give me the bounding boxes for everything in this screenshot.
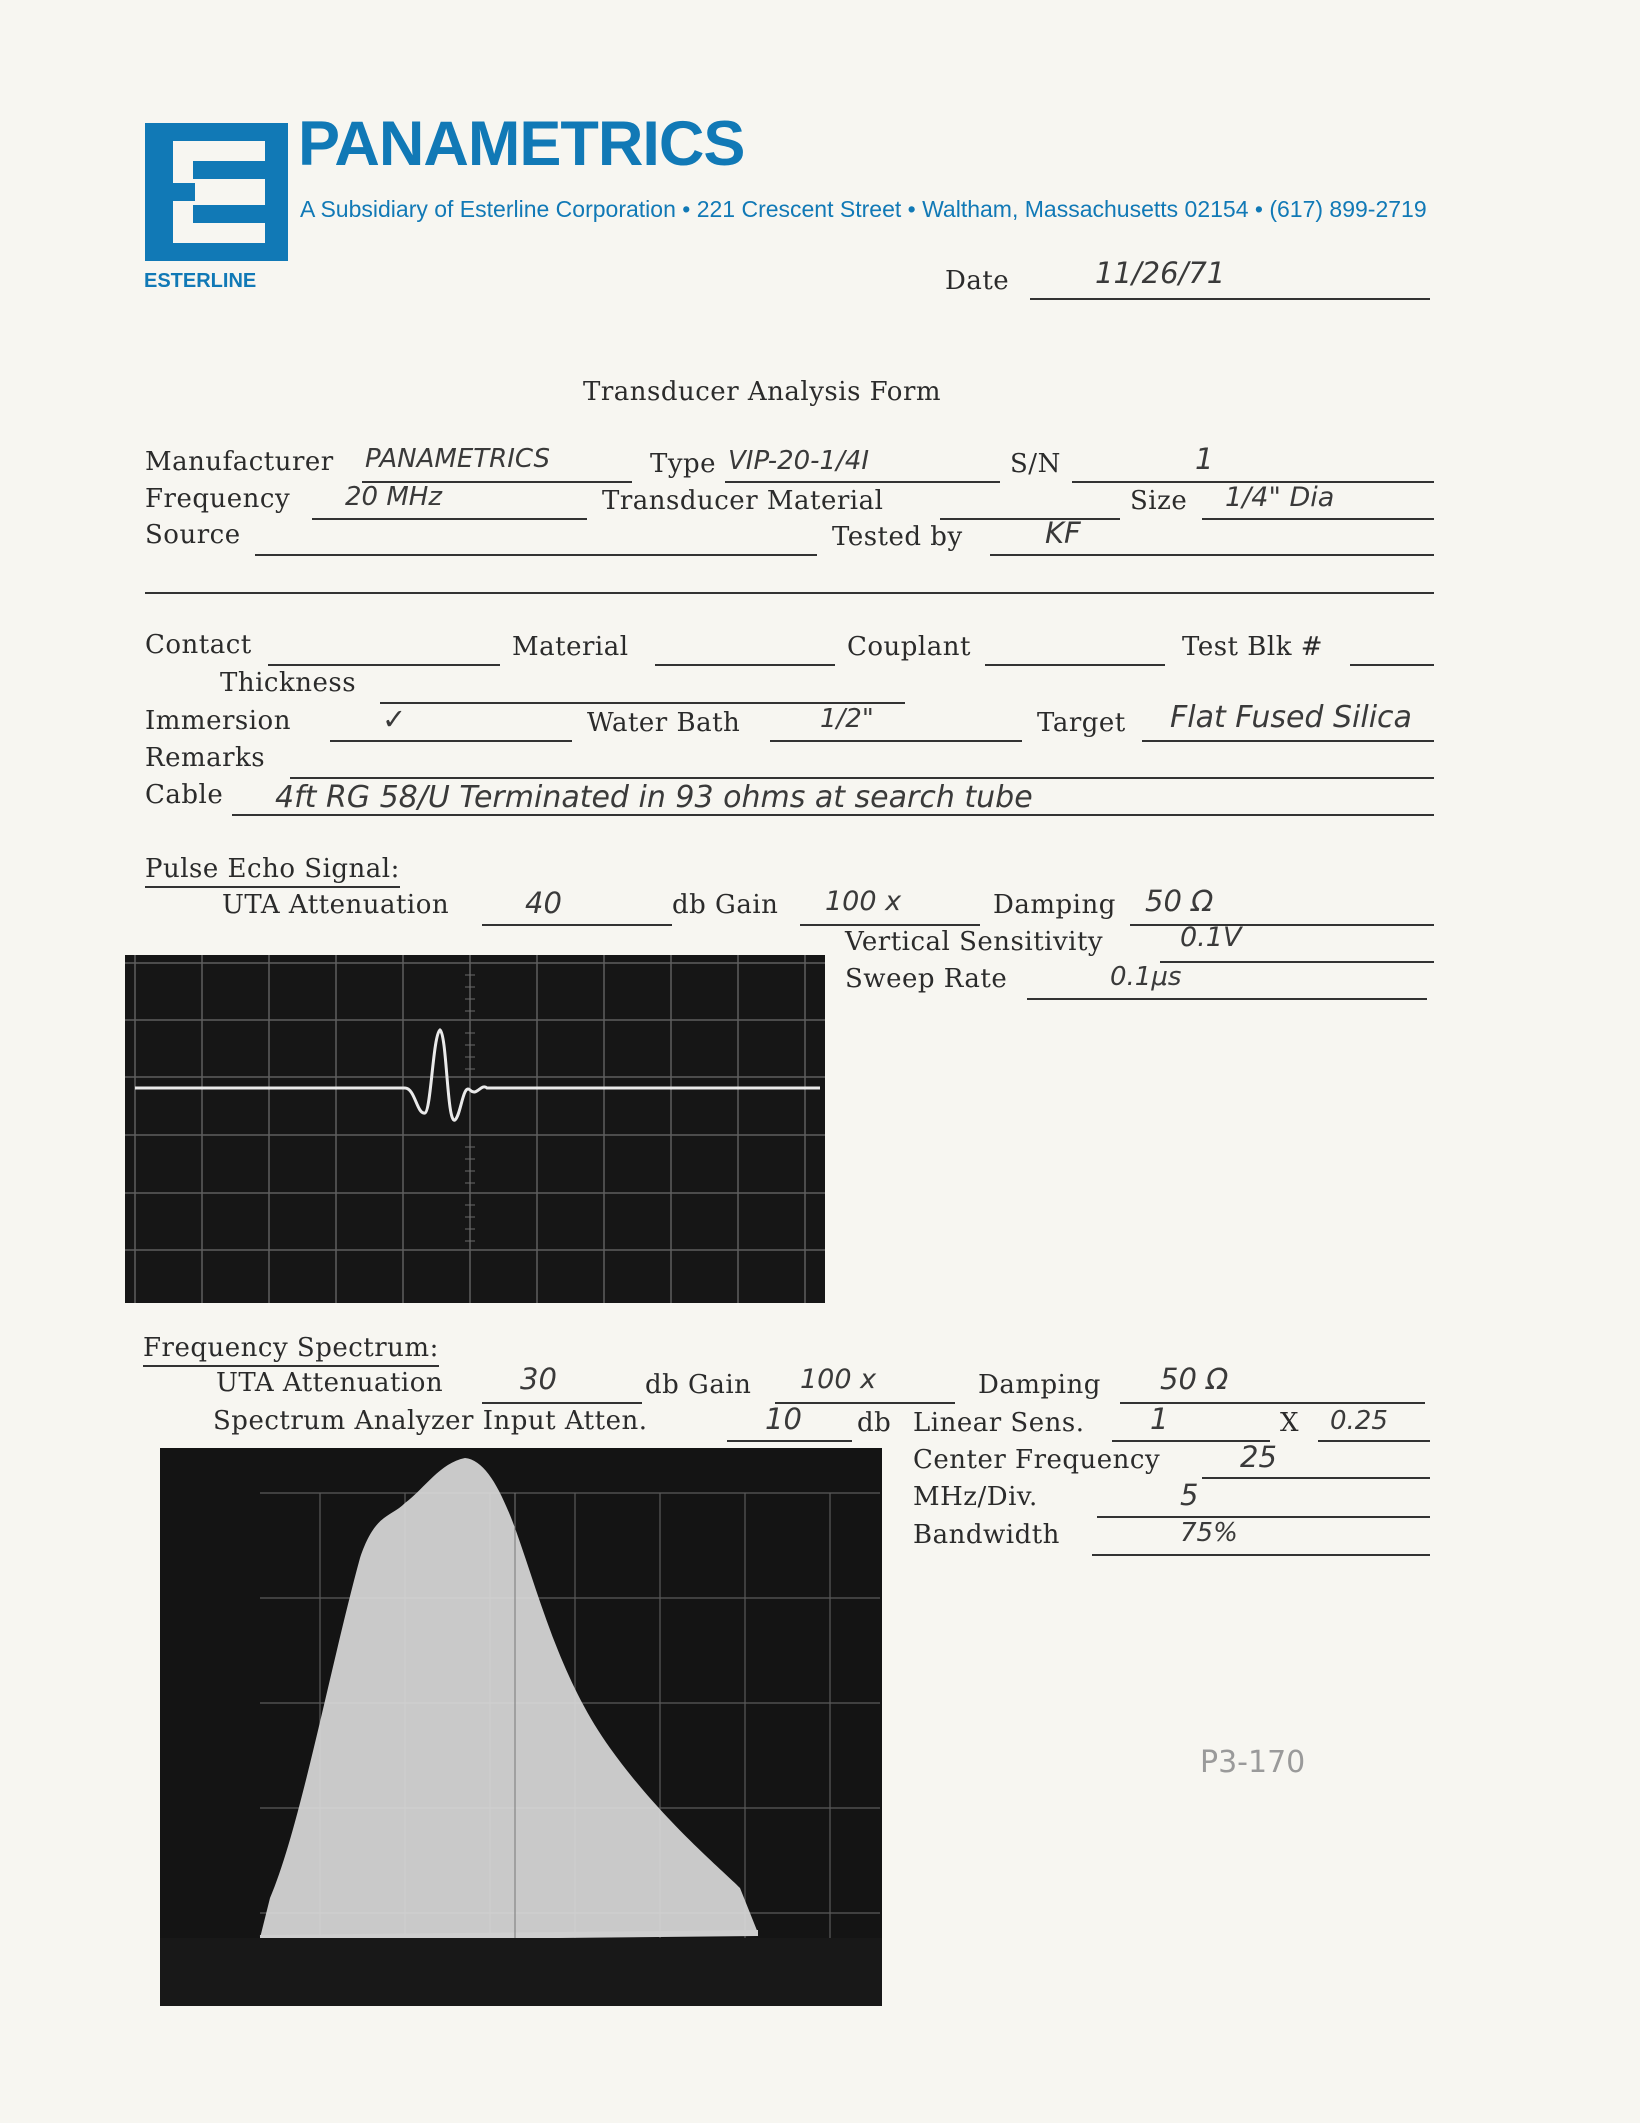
input-atten-label: Spectrum Analyzer Input Atten. [213,1406,648,1436]
immersion-line [330,740,572,742]
water-bath-label: Water Bath [587,708,741,738]
target-label: Target [1037,708,1126,738]
remarks-label: Remarks [145,743,266,773]
immersion-label: Immersion [145,706,291,736]
fs-gain-label: db Gain [645,1370,752,1400]
tested-by-label: Tested by [832,522,963,552]
size-label: Size [1130,486,1188,516]
pe-damping-line [1130,924,1434,926]
water-bath-line [770,740,1022,742]
cable-label: Cable [145,780,224,810]
logo-wordmark: ESTERLINE [144,270,257,292]
center-frequency-label: Center Frequency [913,1445,1161,1475]
pe-uta-label: UTA Attenuation [222,890,450,920]
input-atten-line [727,1440,852,1442]
bandwidth-value: 75% [1180,1518,1238,1548]
pe-gain-line [800,924,980,926]
target-line [1142,740,1434,742]
vertical-sensitivity-label: Vertical Sensitivity [845,927,1104,957]
spectrum-graticule [160,1448,882,2006]
pe-uta-line [482,924,672,926]
cable-value: 4ft RG 58/U Terminated in 93 ohms at search tube [275,780,1033,815]
mhz-div-line [1097,1516,1430,1518]
x-value: 0.25 [1330,1406,1388,1436]
size-value: 1/4" Dia [1225,482,1335,513]
couplant-line [985,664,1165,666]
thickness-label: Thickness [220,668,357,698]
date-line [1030,298,1430,300]
contact-label: Contact [145,630,252,660]
center-frequency-line [1202,1477,1430,1479]
input-atten-value: 10 [765,1402,802,1436]
blank-line [145,592,1434,594]
size-line [1202,518,1434,520]
tested-by-value: KF [1045,516,1081,550]
frequency-label: Frequency [145,484,291,514]
sn-label: S/N [1010,449,1061,479]
date-value: 11/26/71 [1095,256,1226,290]
pulse-echo-heading: Pulse Echo Signal: [145,854,400,888]
pe-damping-value: 50 Ω [1145,884,1214,918]
bandwidth-label: Bandwidth [913,1520,1060,1550]
center-frequency-value: 25 [1240,1440,1277,1474]
pulse-echo-oscillogram [125,955,825,1303]
pulse-echo-graticule [125,955,825,1303]
fs-gain-value: 100 x [800,1364,877,1395]
material-line [655,664,835,666]
esterline-logo [145,123,288,261]
db-label: db [857,1408,892,1438]
fs-damping-label: Damping [978,1370,1101,1400]
vertical-sensitivity-value: 0.1V [1180,922,1242,953]
test-blk-label: Test Blk # [1182,632,1323,662]
form-title: Transducer Analysis Form [583,377,942,407]
pe-gain-value: 100 x [825,886,902,917]
sweep-rate-value: 0.1μs [1110,962,1182,992]
esterline-logo-icon [145,123,288,261]
bandwidth-line [1092,1554,1430,1556]
fs-damping-value: 50 Ω [1160,1362,1229,1396]
x-line [1318,1440,1430,1442]
pe-gain-label: db Gain [672,890,779,920]
water-bath-value: 1/2" [820,704,874,734]
couplant-label: Couplant [847,632,971,662]
x-label: X [1280,1408,1300,1438]
source-line [255,554,817,556]
pe-uta-value: 40 [525,886,562,920]
fs-uta-label: UTA Attenuation [216,1368,444,1398]
material-label: Material [512,632,629,662]
test-blk-line [1350,664,1434,666]
linear-sens-label: Linear Sens. [913,1408,1085,1438]
source-label: Source [145,520,241,550]
remarks-line [290,777,1434,779]
mhz-div-label: MHz/Div. [913,1482,1038,1512]
sweep-rate-label: Sweep Rate [845,964,1008,994]
file-note: P3-170 [1200,1745,1306,1780]
pe-damping-label: Damping [993,890,1116,920]
frequency-value: 20 MHz [345,482,442,512]
target-value: Flat Fused Silica [1170,700,1412,735]
company-tagline: A Subsidiary of Esterline Corporation • 221 Crescent Street • Waltham, Massachusetts 02154 • (617) 899-2719 [300,196,1427,222]
type-line [725,481,1000,483]
immersion-value: ✓ [382,702,407,736]
date-label: Date [945,266,1010,296]
fs-gain-line [775,1402,955,1404]
manufacturer-value: PANAMETRICS [365,444,551,474]
type-label: Type [650,449,717,479]
fs-uta-value: 30 [520,1362,557,1396]
manufacturer-label: Manufacturer [145,447,334,477]
vertical-sensitivity-line [1160,961,1434,963]
transducer-material-label: Transducer Material [602,486,884,516]
type-value: VIP-20-1/4I [728,446,870,476]
mhz-div-value: 5 [1180,1478,1199,1512]
tested-by-line [990,554,1434,556]
spectrum-oscillogram [160,1448,882,2006]
spectrum-heading: Frequency Spectrum: [143,1333,439,1367]
linear-sens-value: 1 [1150,1402,1169,1436]
frequency-line [312,518,587,520]
transducer-material-line [940,518,1120,520]
fs-uta-line [482,1402,642,1404]
brand-name: PANAMETRICS [298,109,745,179]
sweep-rate-line [1027,998,1427,1000]
sn-value: 1 [1195,442,1214,476]
contact-line [268,664,500,666]
